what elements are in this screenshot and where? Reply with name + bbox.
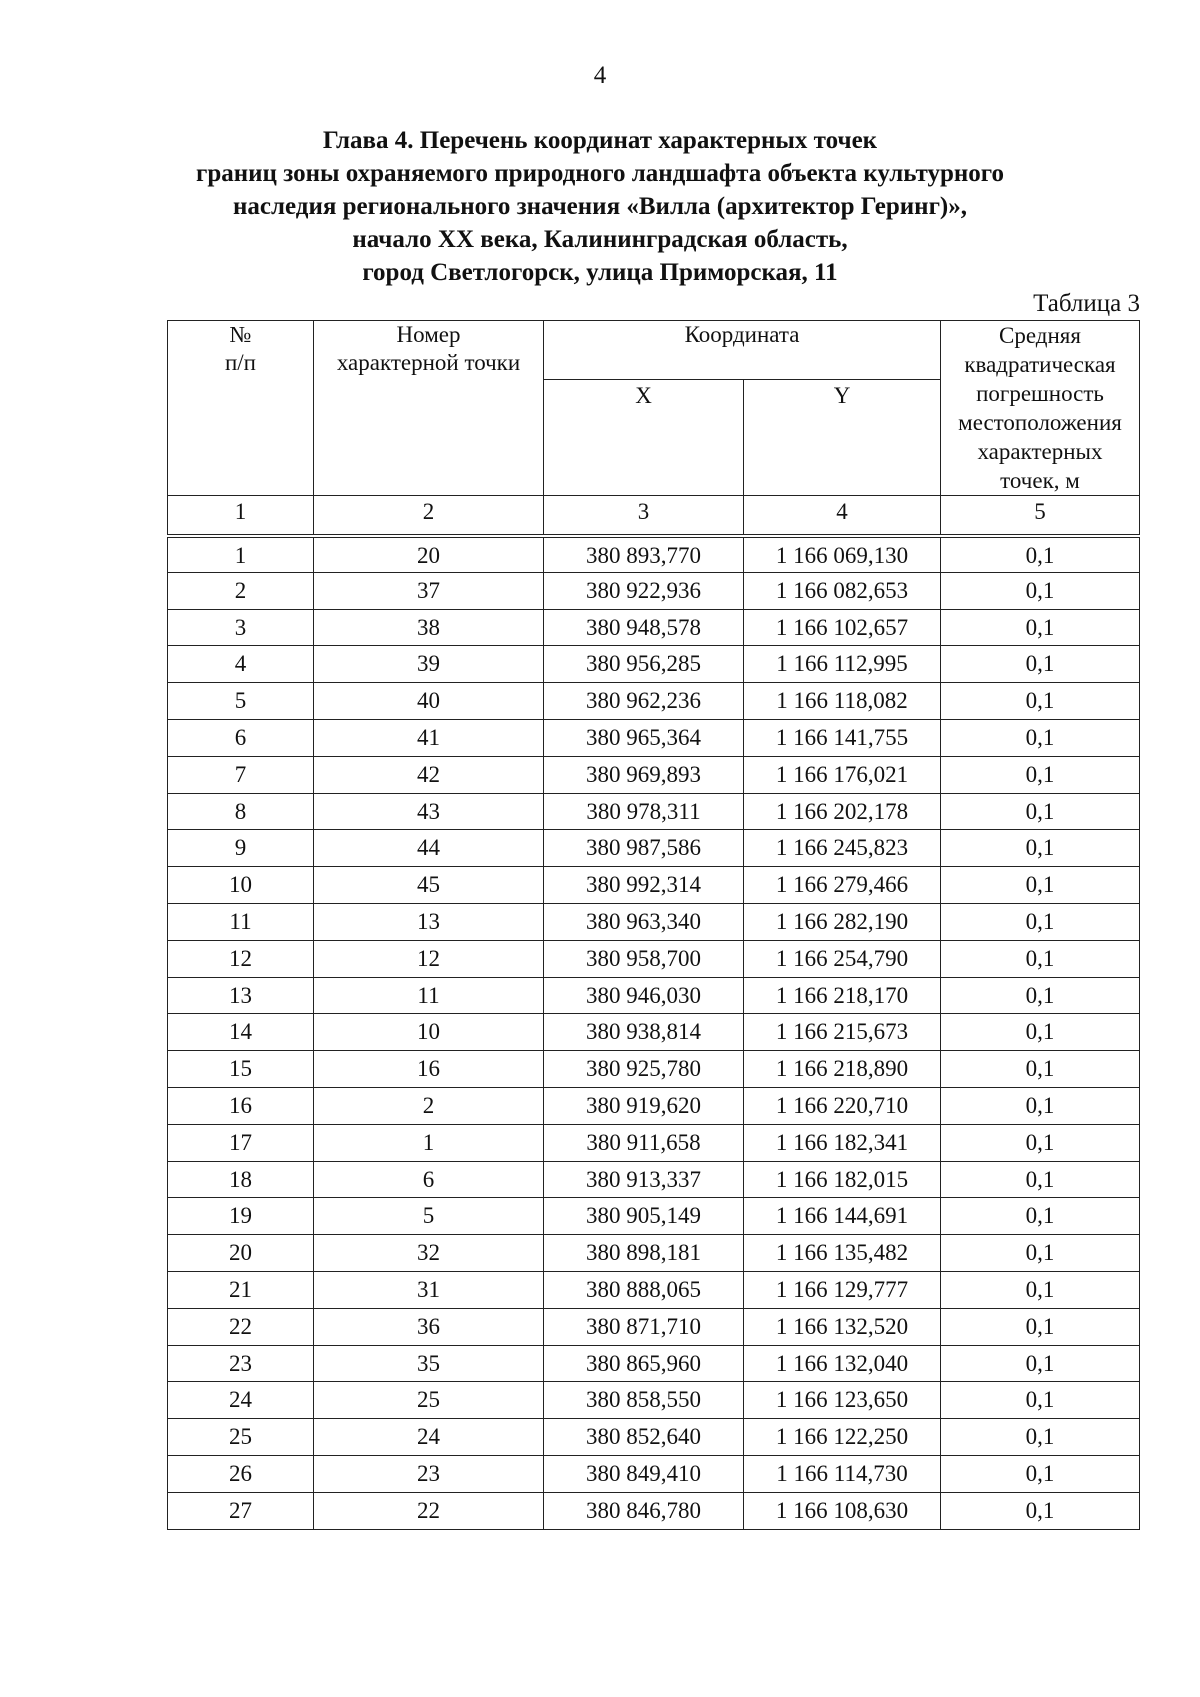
cell-error: 0,1 xyxy=(941,867,1140,904)
cell-error: 0,1 xyxy=(941,756,1140,793)
cell-point-number: 1 xyxy=(314,1124,544,1161)
title-line: наследия регионального значения «Вилла (архитектор Геринг)», xyxy=(233,193,967,220)
cell-x: 380 956,285 xyxy=(544,646,744,683)
cell-point-number: 10 xyxy=(314,1014,544,1051)
cell-point-number: 31 xyxy=(314,1271,544,1308)
header-number-sign: № xyxy=(229,322,252,347)
cell-index: 10 xyxy=(168,867,314,904)
cell-error: 0,1 xyxy=(941,903,1140,940)
table-row xyxy=(168,1308,1140,1345)
cell-index: 4 xyxy=(168,646,314,683)
cell-point-number: 44 xyxy=(314,830,544,867)
cell-error: 0,1 xyxy=(941,1308,1140,1345)
title-line: Глава 4. Перечень координат характерных точек xyxy=(322,127,878,154)
cell-y: 1 166 123,650 xyxy=(744,1382,941,1419)
cell-y: 1 166 182,015 xyxy=(744,1161,941,1198)
header-number-abbr: п/п xyxy=(224,350,256,375)
cell-point-number: 40 xyxy=(314,683,544,720)
cell-y: 1 166 282,190 xyxy=(744,903,941,940)
page-number: 4 xyxy=(593,62,607,89)
table-row xyxy=(168,536,1140,573)
table-row xyxy=(168,1014,1140,1051)
cell-error: 0,1 xyxy=(941,1419,1140,1456)
cell-y: 1 166 279,466 xyxy=(744,867,941,904)
cell-x: 380 858,550 xyxy=(544,1382,744,1419)
cell-error: 0,1 xyxy=(941,1087,1140,1124)
cell-error: 0,1 xyxy=(941,719,1140,756)
table-row xyxy=(168,1492,1140,1529)
cell-x: 380 992,314 xyxy=(544,867,744,904)
cell-x: 380 893,770 xyxy=(544,536,744,573)
cell-y: 1 166 218,170 xyxy=(744,977,941,1014)
cell-point-number: 11 xyxy=(314,977,544,1014)
cell-error: 0,1 xyxy=(941,940,1140,977)
cell-y: 1 166 132,520 xyxy=(744,1308,941,1345)
cell-error: 0,1 xyxy=(941,977,1140,1014)
cell-y: 1 166 135,482 xyxy=(744,1235,941,1272)
cell-x: 380 911,658 xyxy=(544,1124,744,1161)
header-cell-coordinate: Координата xyxy=(544,321,941,380)
table-row xyxy=(168,719,1140,756)
cell-x: 380 962,236 xyxy=(544,683,744,720)
table-row xyxy=(168,1051,1140,1088)
cell-x: 380 871,710 xyxy=(544,1308,744,1345)
table-row xyxy=(168,1345,1140,1382)
cell-y: 1 166 141,755 xyxy=(744,719,941,756)
cell-y: 1 166 218,890 xyxy=(744,1051,941,1088)
cell-y: 1 166 112,995 xyxy=(744,646,941,683)
cell-error: 0,1 xyxy=(941,1345,1140,1382)
table-caption: Таблица 3 xyxy=(1033,290,1140,317)
cell-error: 0,1 xyxy=(941,609,1140,646)
cell-point-number: 42 xyxy=(314,756,544,793)
cell-error: 0,1 xyxy=(941,683,1140,720)
cell-y: 1 166 082,653 xyxy=(744,572,941,609)
cell-y: 1 166 102,657 xyxy=(744,609,941,646)
cell-index: 15 xyxy=(168,1051,314,1088)
table-row xyxy=(168,1235,1140,1272)
cell-point-number: 25 xyxy=(314,1382,544,1419)
cell-index: 25 xyxy=(168,1419,314,1456)
cell-point-number: 2 xyxy=(314,1087,544,1124)
table-row xyxy=(168,683,1140,720)
cell-error: 0,1 xyxy=(941,1161,1140,1198)
cell-y: 1 166 245,823 xyxy=(744,830,941,867)
cell-point-number: 45 xyxy=(314,867,544,904)
table-row xyxy=(168,1419,1140,1456)
cell-point-number: 20 xyxy=(314,536,544,573)
column-number: 5 xyxy=(941,496,1140,536)
cell-error: 0,1 xyxy=(941,1198,1140,1235)
title-line: начало XX века, Калининградская область, xyxy=(352,226,848,253)
cell-error: 0,1 xyxy=(941,1492,1140,1529)
cell-x: 380 913,337 xyxy=(544,1161,744,1198)
cell-y: 1 166 254,790 xyxy=(744,940,941,977)
cell-index: 18 xyxy=(168,1161,314,1198)
cell-y: 1 166 176,021 xyxy=(744,756,941,793)
column-number-row xyxy=(168,496,1140,536)
cell-index: 2 xyxy=(168,572,314,609)
table-row xyxy=(168,1271,1140,1308)
title-line: границ зоны охраняемого природного ландшафта объекта культурного xyxy=(195,160,1005,187)
cell-index: 13 xyxy=(168,977,314,1014)
cell-index: 3 xyxy=(168,609,314,646)
page-title xyxy=(120,124,1080,289)
cell-error: 0,1 xyxy=(941,1455,1140,1492)
cell-index: 16 xyxy=(168,1087,314,1124)
cell-index: 12 xyxy=(168,940,314,977)
cell-point-number: 32 xyxy=(314,1235,544,1272)
cell-error: 0,1 xyxy=(941,830,1140,867)
cell-x: 380 938,814 xyxy=(544,1014,744,1051)
cell-point-number: 39 xyxy=(314,646,544,683)
cell-x: 380 849,410 xyxy=(544,1455,744,1492)
table-row xyxy=(168,1198,1140,1235)
table-row xyxy=(168,1124,1140,1161)
cell-point-number: 41 xyxy=(314,719,544,756)
header-cell-point-number xyxy=(314,321,544,496)
header-point-number-line2: характерной точки xyxy=(336,350,521,375)
column-number: 4 xyxy=(744,496,941,536)
cell-index: 26 xyxy=(168,1455,314,1492)
cell-y: 1 166 108,630 xyxy=(744,1492,941,1529)
cell-error: 0,1 xyxy=(941,1271,1140,1308)
cell-index: 23 xyxy=(168,1345,314,1382)
cell-y: 1 166 114,730 xyxy=(744,1455,941,1492)
cell-index: 1 xyxy=(168,536,314,573)
cell-error: 0,1 xyxy=(941,1382,1140,1419)
cell-y: 1 166 220,710 xyxy=(744,1087,941,1124)
cell-x: 380 905,149 xyxy=(544,1198,744,1235)
cell-point-number: 5 xyxy=(314,1198,544,1235)
cell-error: 0,1 xyxy=(941,1235,1140,1272)
cell-x: 380 925,780 xyxy=(544,1051,744,1088)
cell-point-number: 37 xyxy=(314,572,544,609)
cell-index: 27 xyxy=(168,1492,314,1529)
coordinates-table xyxy=(167,320,1140,1530)
header-cell-error: Средняя квадратическая погрешность местоположения характерных точек, м xyxy=(941,321,1140,496)
cell-point-number: 12 xyxy=(314,940,544,977)
cell-x: 380 987,586 xyxy=(544,830,744,867)
cell-x: 380 958,700 xyxy=(544,940,744,977)
header-cell-y: Y xyxy=(744,380,941,496)
header-point-number-line1: Номер xyxy=(396,322,461,347)
table-body xyxy=(168,321,1140,1530)
cell-error: 0,1 xyxy=(941,536,1140,573)
cell-x: 380 888,065 xyxy=(544,1271,744,1308)
cell-point-number: 23 xyxy=(314,1455,544,1492)
cell-x: 380 865,960 xyxy=(544,1345,744,1382)
cell-index: 8 xyxy=(168,793,314,830)
table-row xyxy=(168,609,1140,646)
cell-point-number: 13 xyxy=(314,903,544,940)
cell-y: 1 166 129,777 xyxy=(744,1271,941,1308)
cell-point-number: 24 xyxy=(314,1419,544,1456)
cell-error: 0,1 xyxy=(941,1051,1140,1088)
table-row xyxy=(168,903,1140,940)
cell-y: 1 166 069,130 xyxy=(744,536,941,573)
cell-index: 6 xyxy=(168,719,314,756)
cell-point-number: 38 xyxy=(314,609,544,646)
cell-x: 380 846,780 xyxy=(544,1492,744,1529)
cell-error: 0,1 xyxy=(941,572,1140,609)
header-cell-number xyxy=(168,321,314,496)
cell-index: 21 xyxy=(168,1271,314,1308)
column-number: 3 xyxy=(544,496,744,536)
cell-y: 1 166 132,040 xyxy=(744,1345,941,1382)
title-line: город Светлогорск, улица Приморская, 11 xyxy=(362,259,838,286)
column-number: 2 xyxy=(314,496,544,536)
column-number: 1 xyxy=(168,496,314,536)
cell-index: 20 xyxy=(168,1235,314,1272)
cell-x: 380 922,936 xyxy=(544,572,744,609)
cell-x: 380 969,893 xyxy=(544,756,744,793)
cell-index: 24 xyxy=(168,1382,314,1419)
cell-index: 5 xyxy=(168,683,314,720)
cell-x: 380 946,030 xyxy=(544,977,744,1014)
cell-y: 1 166 182,341 xyxy=(744,1124,941,1161)
cell-error: 0,1 xyxy=(941,793,1140,830)
cell-index: 11 xyxy=(168,903,314,940)
cell-index: 22 xyxy=(168,1308,314,1345)
cell-x: 380 919,620 xyxy=(544,1087,744,1124)
table-row xyxy=(168,1455,1140,1492)
cell-point-number: 6 xyxy=(314,1161,544,1198)
cell-x: 380 948,578 xyxy=(544,609,744,646)
table-row xyxy=(168,1382,1140,1419)
table-row xyxy=(168,646,1140,683)
table-row xyxy=(168,793,1140,830)
cell-x: 380 978,311 xyxy=(544,793,744,830)
header-row xyxy=(168,321,1140,380)
cell-error: 0,1 xyxy=(941,646,1140,683)
table-row xyxy=(168,1161,1140,1198)
table-row xyxy=(168,940,1140,977)
table-row xyxy=(168,572,1140,609)
cell-y: 1 166 202,178 xyxy=(744,793,941,830)
cell-index: 17 xyxy=(168,1124,314,1161)
header-cell-x: X xyxy=(544,380,744,496)
cell-index: 7 xyxy=(168,756,314,793)
table-row xyxy=(168,1087,1140,1124)
cell-x: 380 963,340 xyxy=(544,903,744,940)
table-row xyxy=(168,756,1140,793)
cell-y: 1 166 215,673 xyxy=(744,1014,941,1051)
cell-y: 1 166 122,250 xyxy=(744,1419,941,1456)
cell-index: 14 xyxy=(168,1014,314,1051)
table-row xyxy=(168,867,1140,904)
cell-x: 380 898,181 xyxy=(544,1235,744,1272)
cell-y: 1 166 144,691 xyxy=(744,1198,941,1235)
cell-point-number: 35 xyxy=(314,1345,544,1382)
cell-y: 1 166 118,082 xyxy=(744,683,941,720)
cell-error: 0,1 xyxy=(941,1124,1140,1161)
cell-point-number: 22 xyxy=(314,1492,544,1529)
cell-point-number: 36 xyxy=(314,1308,544,1345)
cell-x: 380 852,640 xyxy=(544,1419,744,1456)
cell-index: 19 xyxy=(168,1198,314,1235)
table-row xyxy=(168,830,1140,867)
cell-point-number: 43 xyxy=(314,793,544,830)
cell-index: 9 xyxy=(168,830,314,867)
cell-error: 0,1 xyxy=(941,1014,1140,1051)
cell-point-number: 16 xyxy=(314,1051,544,1088)
table-row xyxy=(168,977,1140,1014)
cell-x: 380 965,364 xyxy=(544,719,744,756)
